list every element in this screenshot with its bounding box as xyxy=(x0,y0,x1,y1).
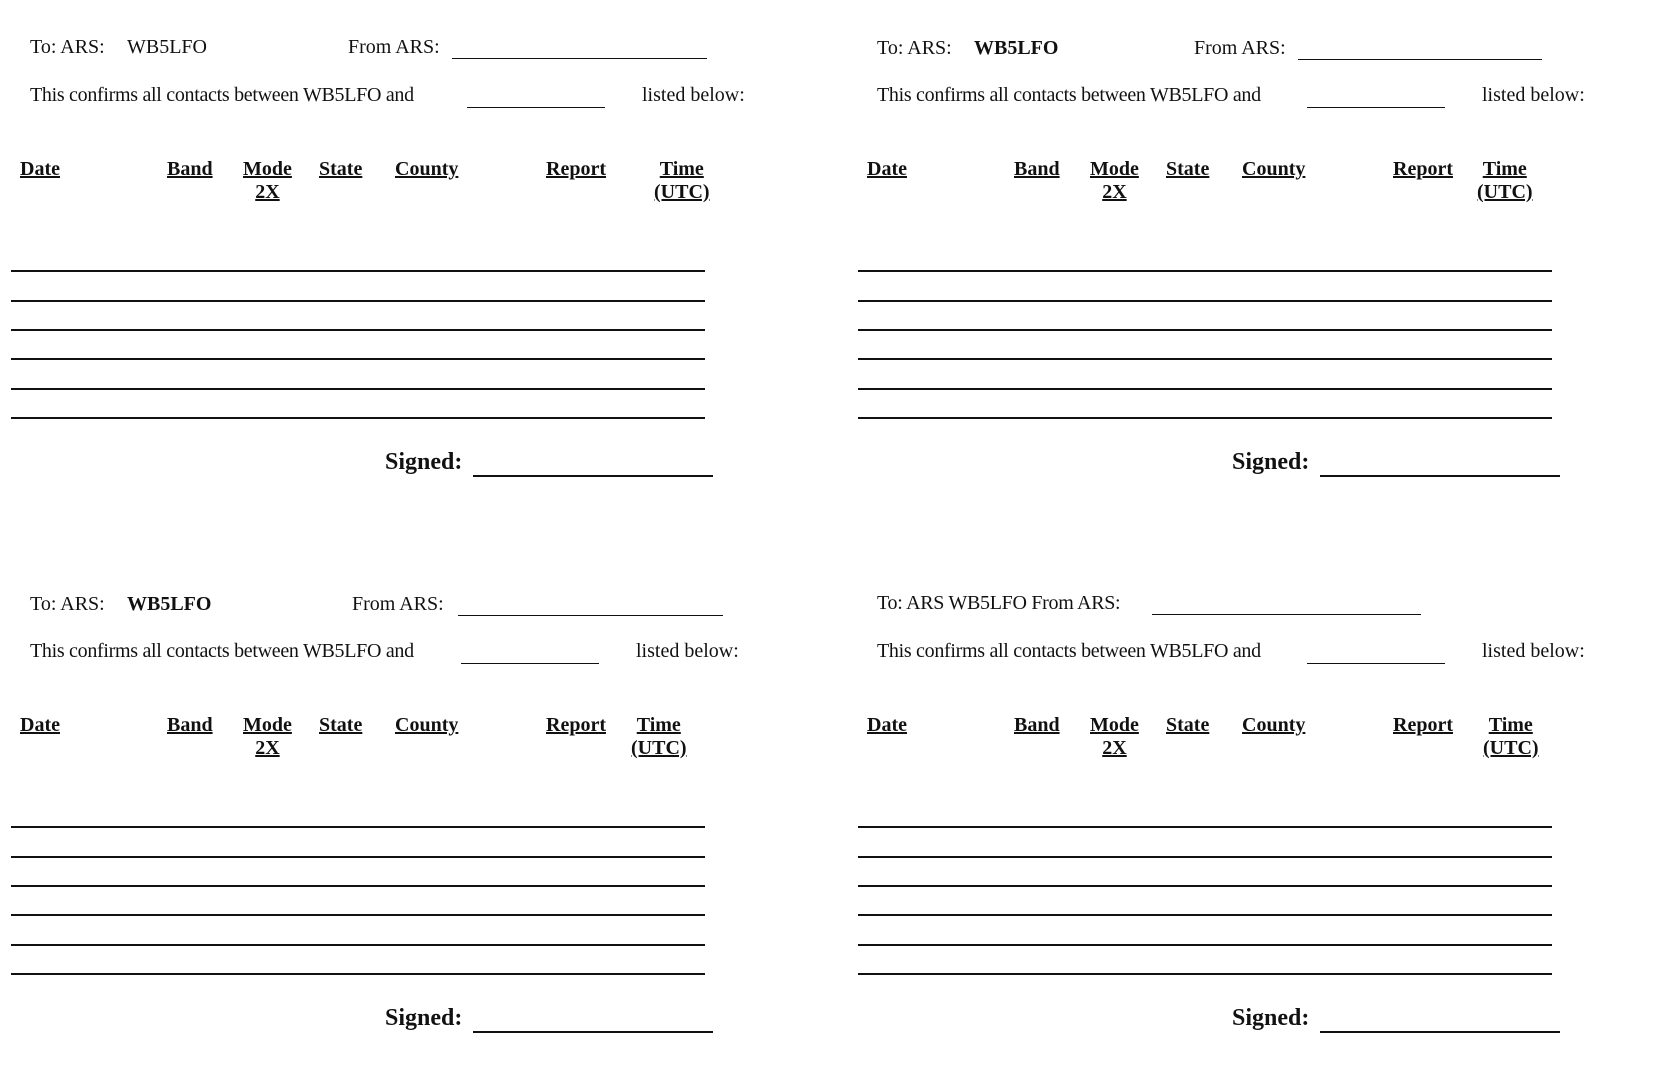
col-date: Date xyxy=(20,714,60,736)
contact-callsign-field[interactable] xyxy=(1307,663,1445,664)
signature-field[interactable] xyxy=(1320,475,1560,477)
log-line[interactable] xyxy=(858,944,1552,946)
to-label: To: ARS: xyxy=(30,36,105,58)
col-band: Band xyxy=(1014,714,1060,736)
signed-label: Signed: xyxy=(1232,1005,1310,1031)
log-line[interactable] xyxy=(11,300,705,302)
log-line[interactable] xyxy=(858,856,1552,858)
col-time-line2: (UTC) xyxy=(1483,737,1539,759)
from-label: From ARS: xyxy=(348,36,440,58)
col-mode-line1: Mode xyxy=(243,714,292,736)
log-line[interactable] xyxy=(11,388,705,390)
confirm-text: This confirms all contacts between WB5LFO and xyxy=(30,640,414,662)
col-time-line1: Time xyxy=(659,158,704,180)
log-line[interactable] xyxy=(858,973,1552,975)
log-line[interactable] xyxy=(858,914,1552,916)
signed-label: Signed: xyxy=(385,1005,463,1031)
to-callsign: WB5LFO xyxy=(974,37,1059,59)
col-time xyxy=(654,158,710,204)
listed-below-text: listed below: xyxy=(642,84,745,106)
col-time-line1: Time xyxy=(636,714,681,736)
col-time-line2: (UTC) xyxy=(631,737,687,759)
contact-callsign-field[interactable] xyxy=(1307,107,1445,108)
col-report: Report xyxy=(546,714,606,736)
col-county: County xyxy=(1242,158,1306,180)
log-line[interactable] xyxy=(11,885,705,887)
log-line[interactable] xyxy=(11,856,705,858)
col-date: Date xyxy=(867,714,907,736)
contact-callsign-field[interactable] xyxy=(461,663,599,664)
col-mode xyxy=(243,714,292,760)
to-callsign: WB5LFO xyxy=(127,593,212,615)
col-date: Date xyxy=(867,158,907,180)
col-county: County xyxy=(395,158,459,180)
col-state: State xyxy=(1166,714,1210,736)
col-mode-line2: 2X xyxy=(255,737,280,759)
col-report: Report xyxy=(546,158,606,180)
from-label: From ARS: xyxy=(1194,37,1286,59)
from-callsign-field[interactable] xyxy=(458,615,723,616)
log-line[interactable] xyxy=(858,885,1552,887)
col-band: Band xyxy=(167,714,213,736)
col-time xyxy=(631,714,687,760)
confirm-text: This confirms all contacts between WB5LFO and xyxy=(30,84,414,106)
confirm-text: This confirms all contacts between WB5LFO and xyxy=(877,84,1261,106)
col-time-line1: Time xyxy=(1488,714,1533,736)
to-label: To: ARS: xyxy=(877,37,952,59)
col-mode xyxy=(1090,158,1139,204)
listed-below-text: listed below: xyxy=(1482,84,1585,106)
to-callsign: WB5LFO xyxy=(127,36,207,58)
col-mode-line1: Mode xyxy=(243,158,292,180)
signature-field[interactable] xyxy=(473,1031,713,1033)
log-line[interactable] xyxy=(858,358,1552,360)
col-county: County xyxy=(1242,714,1306,736)
log-line[interactable] xyxy=(11,329,705,331)
col-band: Band xyxy=(1014,158,1060,180)
col-time xyxy=(1477,158,1533,204)
qsl-card-top-left xyxy=(0,0,760,520)
col-report: Report xyxy=(1393,714,1453,736)
qsl-card-top-right xyxy=(847,0,1607,520)
from-callsign-field[interactable] xyxy=(1152,614,1421,615)
col-mode-line2: 2X xyxy=(1102,181,1127,203)
col-mode xyxy=(243,158,292,204)
from-callsign-field[interactable] xyxy=(1298,59,1542,60)
log-line[interactable] xyxy=(11,826,705,828)
log-line[interactable] xyxy=(11,417,705,419)
log-line[interactable] xyxy=(11,270,705,272)
col-state: State xyxy=(319,714,363,736)
listed-below-text: listed below: xyxy=(1482,640,1585,662)
listed-below-text: listed below: xyxy=(636,640,739,662)
col-mode xyxy=(1090,714,1139,760)
from-callsign-field[interactable] xyxy=(452,58,707,59)
log-line[interactable] xyxy=(858,417,1552,419)
log-line[interactable] xyxy=(11,973,705,975)
qsl-card-bottom-right xyxy=(847,556,1607,1076)
col-state: State xyxy=(1166,158,1210,180)
log-line[interactable] xyxy=(858,300,1552,302)
col-county: County xyxy=(395,714,459,736)
signature-field[interactable] xyxy=(473,475,713,477)
col-state: State xyxy=(319,158,363,180)
log-line[interactable] xyxy=(11,944,705,946)
log-line[interactable] xyxy=(858,270,1552,272)
signature-field[interactable] xyxy=(1320,1031,1560,1033)
log-line[interactable] xyxy=(858,826,1552,828)
log-line[interactable] xyxy=(11,358,705,360)
col-band: Band xyxy=(167,158,213,180)
col-time-line2: (UTC) xyxy=(1477,181,1533,203)
col-date: Date xyxy=(20,158,60,180)
to-from-line: To: ARS WB5LFO From ARS: xyxy=(877,592,1121,614)
to-label: To: ARS: xyxy=(30,593,105,615)
col-time-line1: Time xyxy=(1482,158,1527,180)
from-label: From ARS: xyxy=(352,593,444,615)
contact-callsign-field[interactable] xyxy=(467,107,605,108)
col-mode-line2: 2X xyxy=(255,181,280,203)
log-line[interactable] xyxy=(11,914,705,916)
log-line[interactable] xyxy=(858,388,1552,390)
signed-label: Signed: xyxy=(1232,449,1310,475)
col-mode-line2: 2X xyxy=(1102,737,1127,759)
col-mode-line1: Mode xyxy=(1090,714,1139,736)
signed-label: Signed: xyxy=(385,449,463,475)
qsl-card-bottom-left xyxy=(0,556,760,1076)
col-time xyxy=(1483,714,1539,760)
col-report: Report xyxy=(1393,158,1453,180)
col-time-line2: (UTC) xyxy=(654,181,710,203)
confirm-text: This confirms all contacts between WB5LFO and xyxy=(877,640,1261,662)
log-line[interactable] xyxy=(858,329,1552,331)
col-mode-line1: Mode xyxy=(1090,158,1139,180)
